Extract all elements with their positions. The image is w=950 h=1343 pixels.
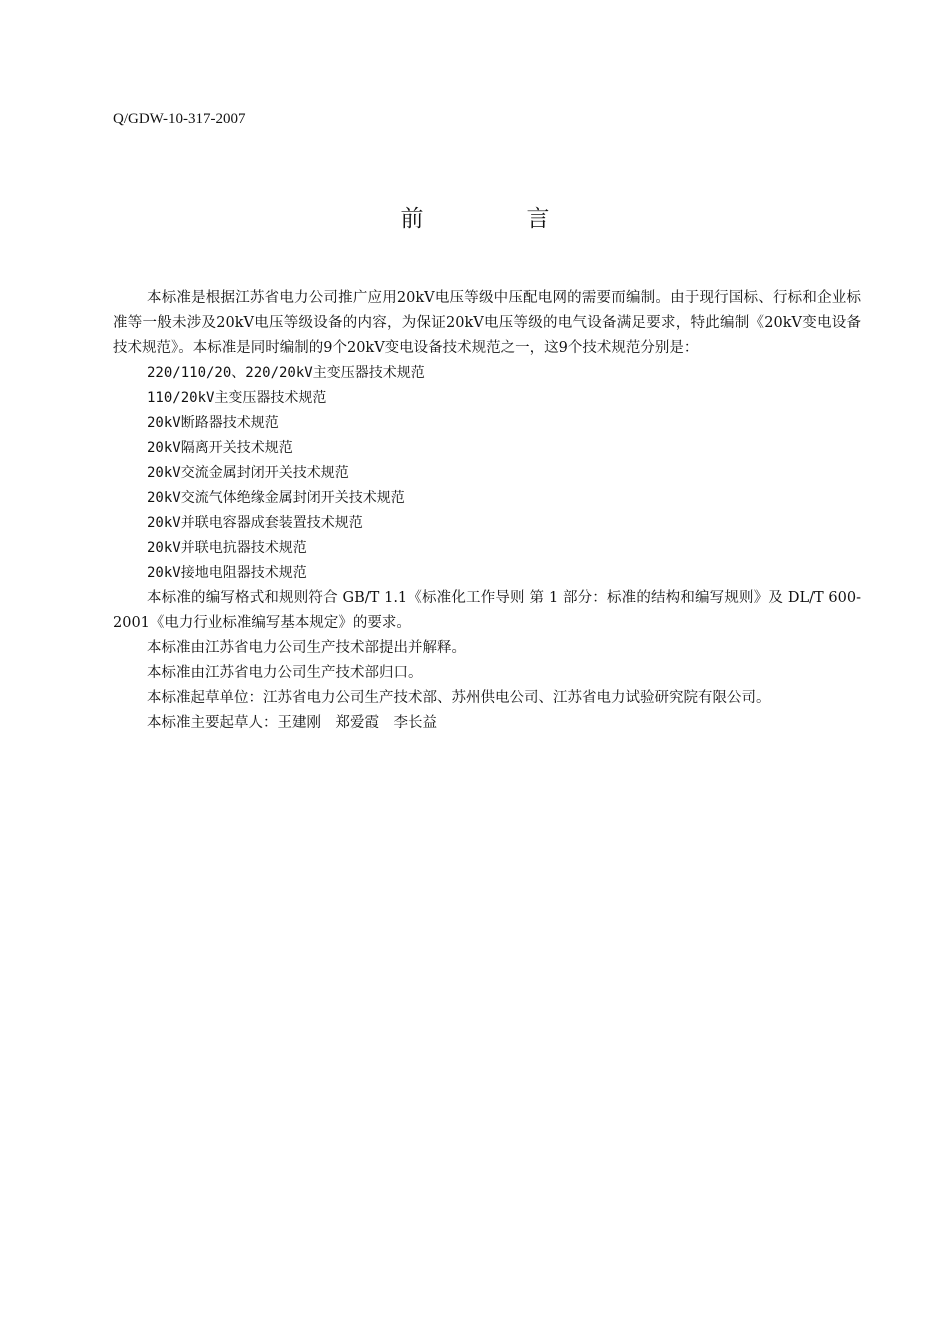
drafters-line: 本标准主要起草人：王建刚 郑爱霞 李长益	[147, 715, 437, 731]
list-item: 20kV并联电抗器技术规范	[147, 540, 307, 556]
list-item: 20kV交流气体绝缘金属封闭开关技术规范	[147, 490, 405, 506]
list-item: 20kV接地电阻器技术规范	[147, 565, 307, 581]
drafting-units-line: 本标准起草单位：江苏省电力公司生产技术部、苏州供电公司、江苏省电力试验研究院有限公司。	[147, 690, 771, 706]
document-body	[113, 286, 861, 736]
list-item: 20kV交流金属封闭开关技术规范	[147, 465, 349, 481]
list-item: 110/20kV主变压器技术规范	[147, 390, 327, 406]
intro-paragraph: 本标准是根据江苏省电力公司推广应用20kV电压等级中压配电网的需要而编制。由于现行国标、行标和企业标准等一般未涉及20kV电压等级设备的内容，为保证20kV电压等级的电气设备满足要求，特此编制《20kV变电设备技术规范》。本标准是同时编制的9个20kV变电设备技术规范之一，这9个技术规范分别是：	[113, 290, 861, 356]
list-item: 20kV断路器技术规范	[147, 415, 279, 431]
page-title: 前 言	[400, 206, 590, 232]
spec-list	[113, 361, 861, 586]
format-paragraph: 本标准的编写格式和规则符合 GB/T 1.1《标准化工作导则 第 1 部分：标准的结构和编写规则》及 DL/T 600-2001《电力行业标准编写基本规定》的要求。	[113, 590, 861, 631]
list-item: 20kV隔离开关技术规范	[147, 440, 293, 456]
proposed-by-line: 本标准由江苏省电力公司生产技术部提出并解释。	[147, 640, 466, 656]
managed-by-line: 本标准由江苏省电力公司生产技术部归口。	[147, 665, 423, 681]
list-item: 220/110/20、220/20kV主变压器技术规范	[147, 365, 425, 381]
document-code: Q/GDW-10-317-2007	[113, 111, 246, 127]
list-item: 20kV并联电容器成套装置技术规范	[147, 515, 363, 531]
